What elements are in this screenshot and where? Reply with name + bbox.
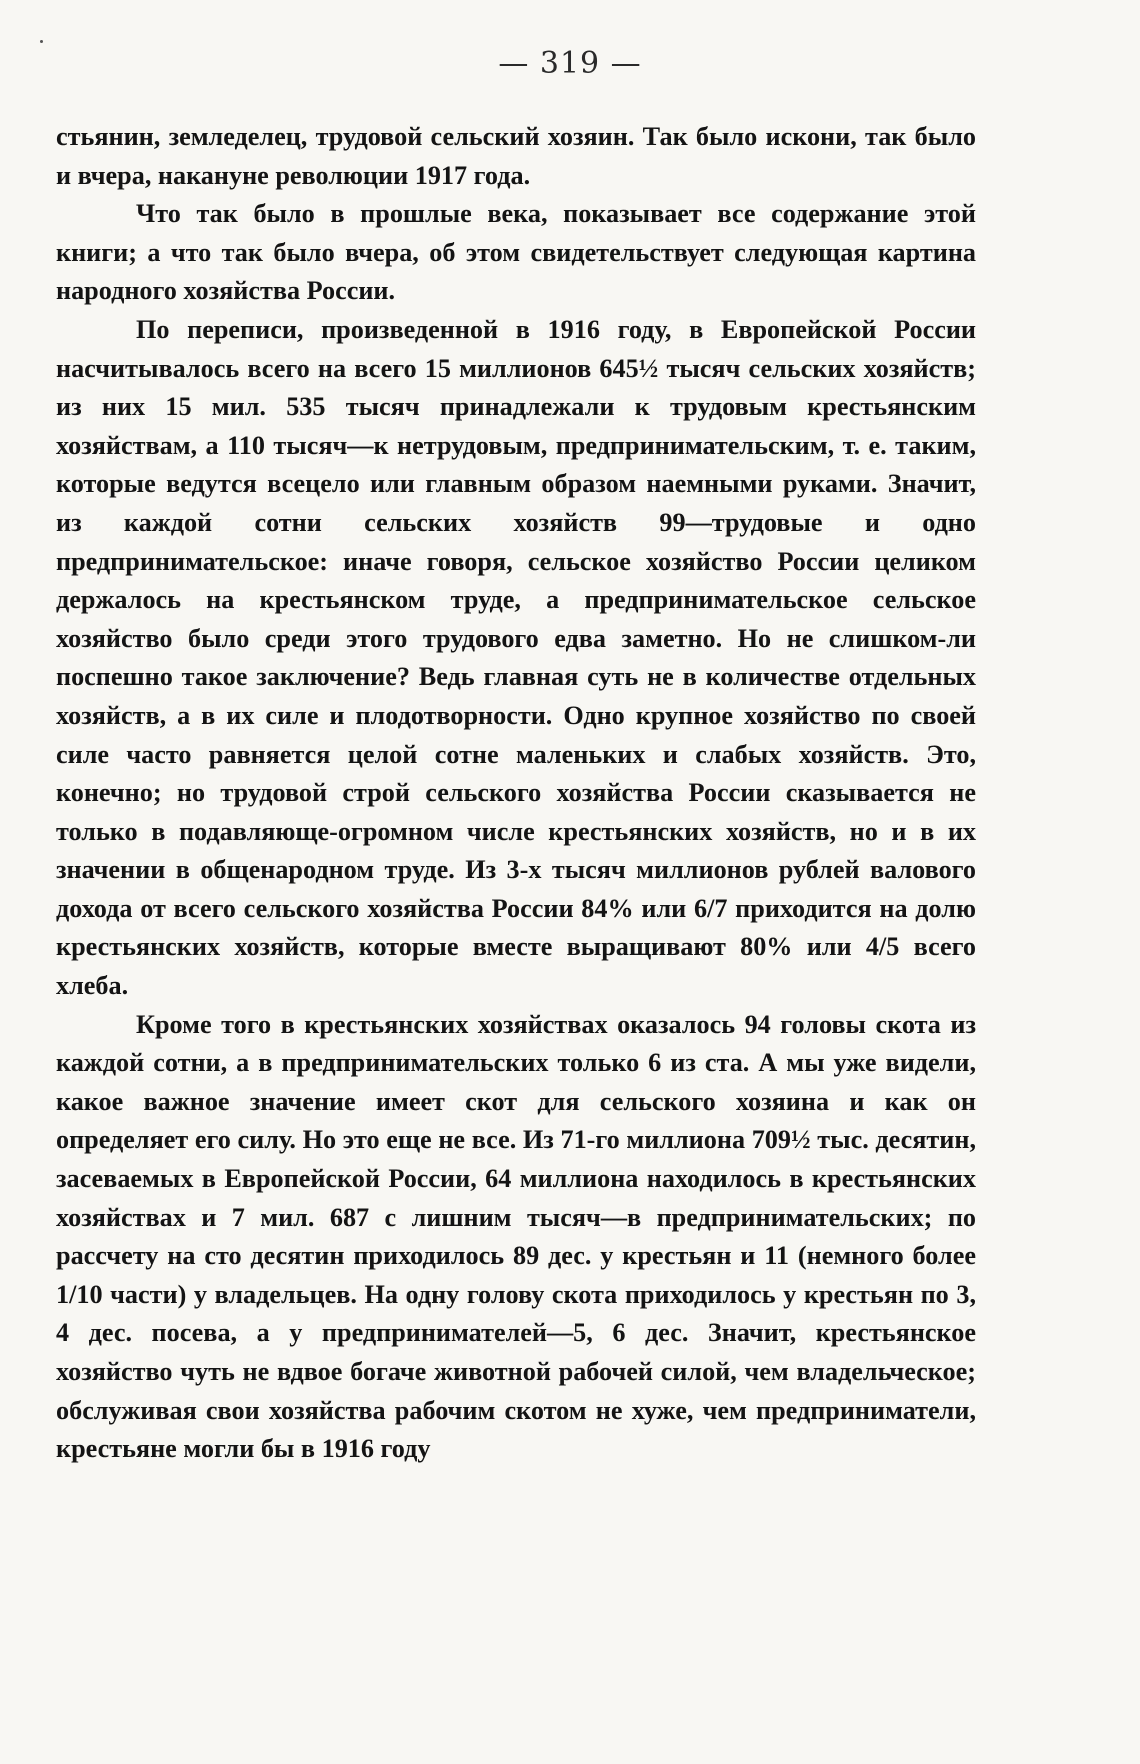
paragraph-1: стьянин, земледелец, трудовой сельский хозяин. Так было искони, так было и вчера, накануне революции 1917 года. — [56, 122, 976, 190]
paragraph-4: Кроме того в крестьянских хозяйствах оказалось 94 головы скота из каждой сотни, а в предпринимательских только 6 из ста. А мы уже видели, какое важное значение имеет скот для сельского хозяина и как он определяет его силу. Но это еще не все. Из 71-го миллиона 709½ тыс. десятин, засеваемых в Европейской России, 64 миллиона находилось в крестьянских хозяйствах и 7 мил. 687 с лишним тысяч—в предпринимательских; по рассчету на сто десятин приходилось 89 дес. у крестьян и 11 (немного более 1/10 части) у владельцев. На одну голову скота приходилось у крестьян по 3, 4 дес. посева, а у предпринимателей—5, 6 дес. Значит, крестьянское хозяйство чуть не вдвое богаче животной рабочей силой, чем владельческое; обслуживая свои хозяйства рабочим скотом не хуже, чем предприниматели, крестьяне могли бы в 1916 году — [56, 1009, 976, 1464]
paragraph-3: По переписи, произведенной в 1916 году, в Европейской России насчитывалось всего на всего 15 миллионов 645½ тысяч сельских хозяйств; из них 15 мил. 535 тысяч принадлежали к трудовым крестьянским хозяйствам, а 110 тысяч—к нетрудовым, предпринимательским, т. е. таким, которые ведутся всецело или главным образом наемными руками. Значит, из каждой сотни сельских хозяйств 99—трудовые и одно предпринимательское: иначе говоря, сельское хозяйство России целиком держалось на крестьянском труде, а предпринимательское сельское хозяйство было среди этого трудового едва заметно. Но не слишком-ли поспешно такое заключение? Ведь главная суть не в количестве отдельных хозяйств, а в их силе и плодотворности. Одно крупное хозяйство по своей силе часто равняется целой сотне маленьких и слабых хозяйств. Это, конечно; но трудовой строй сельского хозяйства России сказывается не только в подавляюще-огромном числе крестьянских хозяйств, но и в их значении в общенародном труде. Из 3-х тысяч миллионов рублей валового дохода от всего сельского хозяйства России 84% или 6/7 приходится на долю крестьянских хозяйств, которые вместе выращивают 80% или 4/5 всего хлеба. — [56, 314, 976, 1001]
paragraph-2: Что так было в прошлые века, показывает все содержание этой книги; а что так было вчера, об этом свидетельствует следующая картина народного хозяйства России. — [56, 199, 976, 306]
scan-dust-mark — [40, 40, 43, 43]
body-text — [56, 118, 976, 1469]
page-number: — 319 — — [498, 46, 642, 81]
